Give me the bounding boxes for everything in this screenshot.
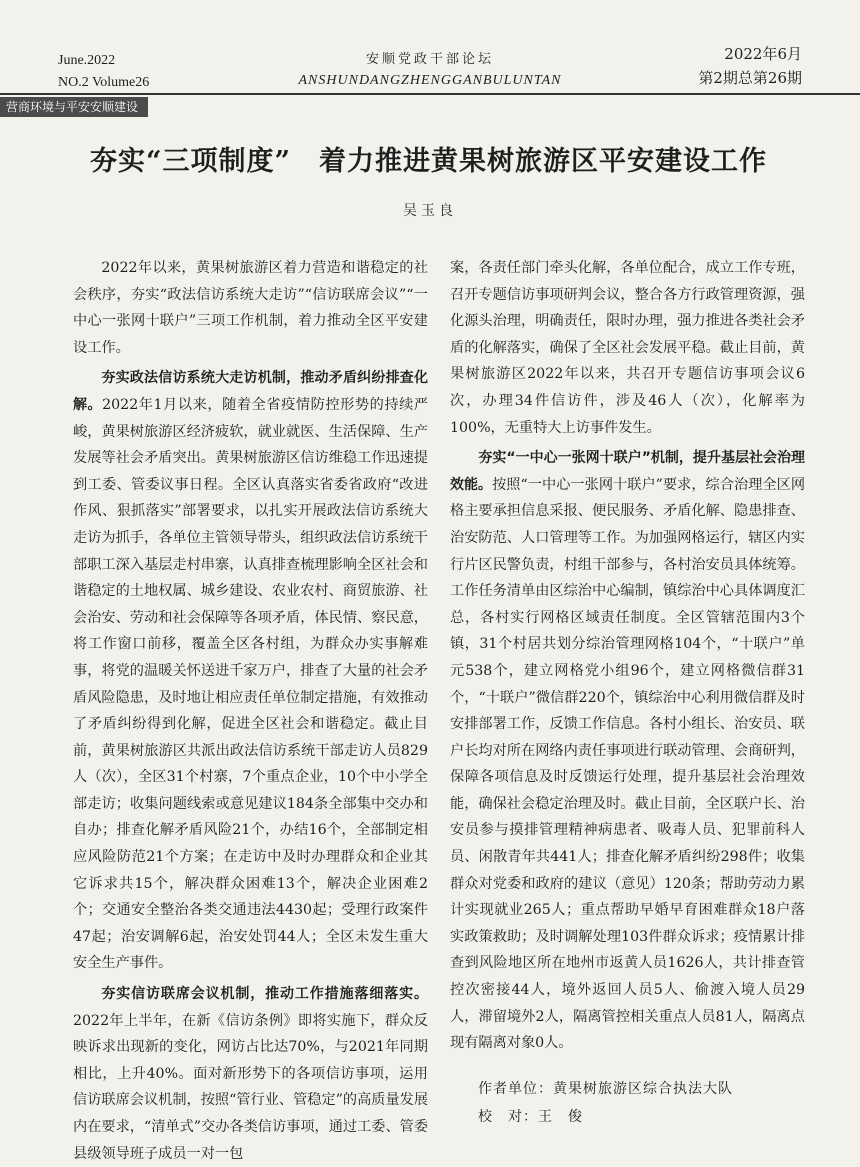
section3-paragraph: [450, 445, 805, 1057]
section3-heading: 夯实“一中心一张网十联户”机制，提升基层社会治理效能。: [450, 450, 805, 493]
article-author: 吴玉良: [403, 203, 457, 219]
journal-name-en: ANSHUNDANGZHENGGANBULUNTAN: [298, 73, 562, 88]
header-left: [58, 50, 149, 94]
proofreader: 校 对：王 俊: [478, 1109, 583, 1125]
article-footer: [478, 1075, 733, 1131]
date-cn: 2022年6月: [724, 45, 802, 63]
section-tag: 营商环境与平安安顺建设: [0, 97, 148, 117]
column-right: [450, 255, 805, 1061]
author-unit: 作者单位：黄果树旅游区综合执法大队: [478, 1081, 733, 1097]
section3-text: 按照“一中心一张网十联户”要求，综合治理全区网格主要承担信息采报、便民服务、矛盾化解、隐患排查、治安防范、人口管理等工作。为加强网格运行，辖区内实行片区民警负责，村组干部参与，各村治安员具体统筹。工作任务清单由区综治中心编制，镇综治中心具体调度汇总，各村实行网格区域责任制度。全区管辖范围内3个镇，31个村居共划分综治管理网格104个，“十联户”单元538个，建立网格党小组96个，建立网格微信群31个，“十联户”微信群220个，镇综治中心利用微信群及时安排部署工作，反馈工作信息。各村小组长、治安员、联户长均对所在网络内责任事项进行联动管理、会商研判，保障各项信息及时反馈运行处理，提升基层社会治理效能，确保社会稳定治理及时。截止目前，全区联户长、治安员参与摸排管理精神病患者、吸毒人员、犯罪前科人员、闲散青年共441人；排查化解矛盾纠纷298件；收集群众对党委和政府的建议（意见）120条；帮助劳动力累计实现就业265人；重点帮助早婚早育困难群众18户落实政策救助；及时调解处理103件群众诉求；疫情累计排查到风险地区所在地州市返黄人员1626人，共计排查管控次密接44人，境外返回人员5人、偷渡入境人员29人，滞留境外2人，隔离管控相关重点人员81人，隔离点现有隔离对象0人。: [450, 476, 806, 1052]
section2-heading: 夯实信访联席会议机制，推动工作措施落细落实。: [101, 986, 428, 1003]
column-left: [73, 255, 428, 1167]
section2-paragraph: [73, 981, 428, 1167]
header-center: [270, 50, 590, 92]
intro-paragraph: 2022年以来，黄果树旅游区着力营造和谐稳定的社会秩序，夯实“政法信访系统大走访”“信访联席会议”“一中心一张网十联户”三项工作机制，着力推动全区平安建设工作。: [73, 260, 428, 356]
issue-cn: 第2期总第26期: [698, 69, 802, 87]
header-right: [698, 42, 802, 90]
header-rule: [0, 93, 860, 95]
section1-paragraph: [73, 365, 428, 977]
section2-text: 2022年上半年，在新《信访条例》即将实施下，群众反映诉求出现新的变化，网访占比达70%，与2021年同期相比，上升40%。面对新形势下的各项信访事项，运用信访联席会议机制，按照“管行业、管稳定”的高质量发展内在要求，“清单式”交办各类信访事项，通过工委、管委县级领导班子成员一对一包: [73, 1012, 429, 1162]
issue-en: NO.2 Volume26: [58, 75, 150, 90]
journal-name-cn: 安顺党政干部论坛: [365, 52, 494, 67]
section1-heading: 夯实政法信访系统大走访机制，推动矛盾纠纷排查化解。: [73, 370, 428, 413]
section2-continued: 案，各责任部门牵头化解，各单位配合，成立工作专班，召开专题信访事项研判会议，整合各方行政管理资源，强化源头治理，明确责任，限时办理，强力推进各类社会矛盾的化解落实，确保了全区社会发展平稳。截止目前，黄果树旅游区2022年以来，共召开专题信访事项会议6次，办理34件信访件，涉及46人（次），化解率为100%，无重特大上访事件发生。: [450, 260, 805, 436]
date-en: June.2022: [58, 53, 116, 68]
section1-text: 2022年1月以来，随着全省疫情防控形势的持续严峻，黄果树旅游区经济疲软，就业就医、生活保障、生产发展等社会矛盾突出。黄果树旅游区信访维稳工作迅速提到工委、管委议事日程。全区认真落实省委省政府“改进作风、狠抓落实”部署要求，以扎实开展政法信访系统大走访为抓手，各单位主管领导带头，组织政法信访系统干部职工深入基层走村串寨，认真排查梳理影响全区社会和谐稳定的土地权属、城乡建设、农业农村、商贸旅游、社会治安、劳动和社会保障等各项矛盾，体民情、察民意，将工作窗口前移，覆盖全区各村组，为群众办实事解难事，将党的温暖关怀送进千家万户，排查了大量的社会矛盾风险隐患，及时地让相应责任单位制定措施，有效推动了矛盾纠纷得到化解，促进全区社会和谐稳定。截止目前，黄果树旅游区共派出政法信访系统干部走访人员829人（次），全区31个村寨，7个重点企业，10个中小学全部走访；收集问题线索或意见建议184条全部集中交办和自办；排查化解矛盾风险21个，办结16个，全部制定相应风险防范21个方案；在走访中及时办理群众和企业其它诉求共15个，解决群众困难13个，解决企业困难2个；交通安全整治各类交通违法4430起；受理行政案件47起；治安调解6起，治安处罚44人；全区未发生重大安全生产事件。: [73, 396, 429, 972]
article-title: 夯实“三项制度” 着力推进黄果树旅游区平安建设工作: [90, 146, 768, 177]
